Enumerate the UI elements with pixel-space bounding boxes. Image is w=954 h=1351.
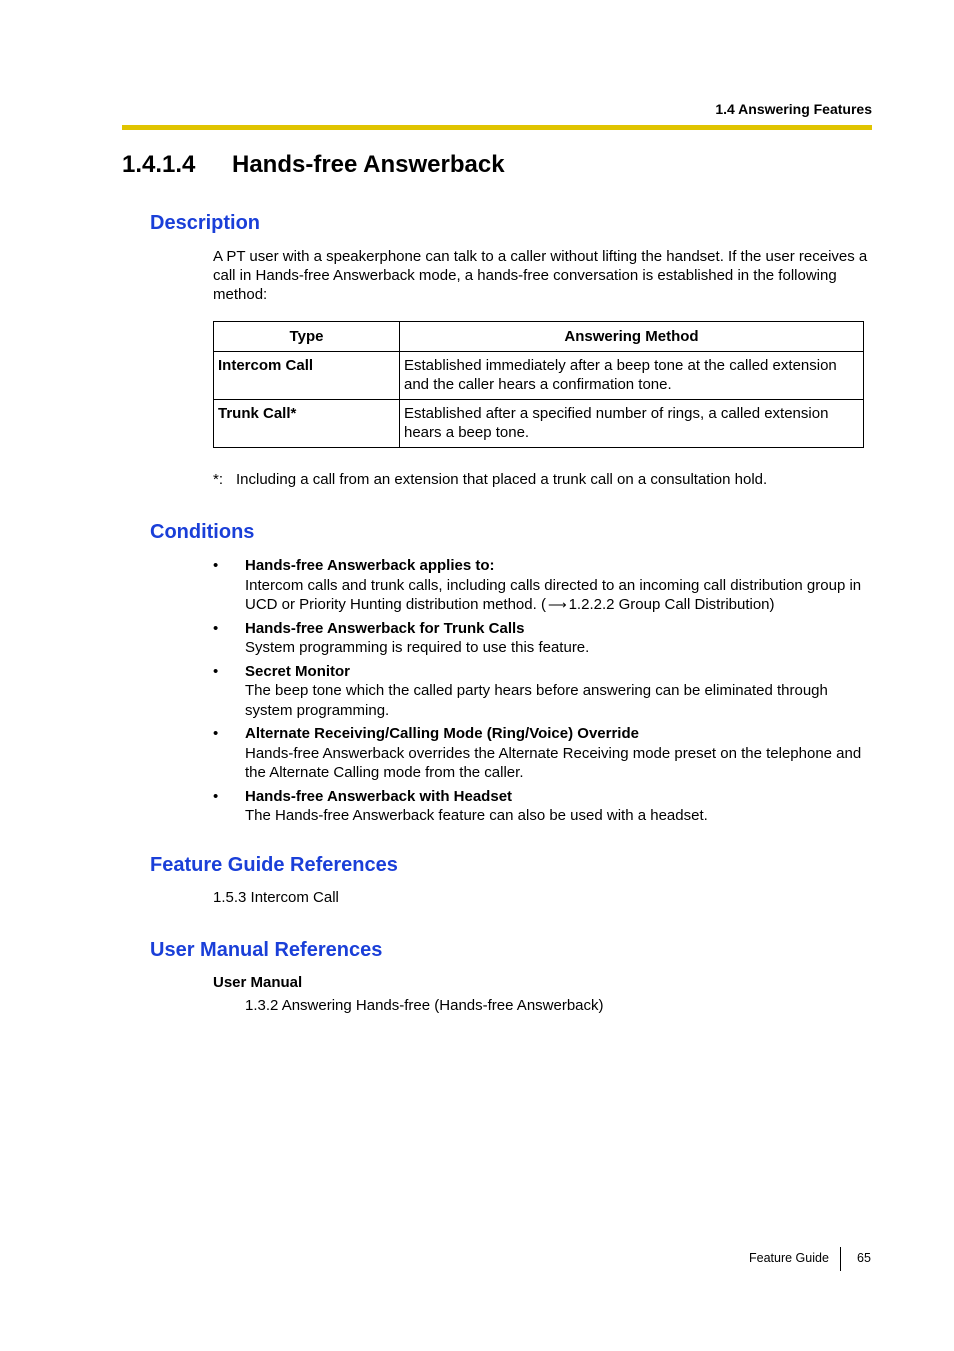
- table-cell-method: Established after a specified number of rings, a called extension hears a beep tone.: [400, 400, 864, 448]
- cross-reference-link[interactable]: 1.2.2.2 Group Call Distribution): [568, 596, 775, 613]
- user-manual-references-heading: User Manual References: [150, 939, 383, 961]
- footer-label: Feature Guide: [749, 1251, 829, 1265]
- user-manual-subheading: User Manual: [213, 974, 303, 991]
- conditions-list: [213, 556, 873, 830]
- table-header-row: [214, 322, 864, 352]
- description-heading: Description: [150, 212, 261, 234]
- bullet: •: [213, 725, 219, 742]
- section-title: [122, 151, 505, 179]
- footnote-text: Including a call from an extension that placed a trunk call on a consultation hold.: [236, 471, 768, 488]
- page-number: 65: [857, 1251, 871, 1265]
- bullet: •: [213, 557, 219, 574]
- table-cell-type: Trunk Call*: [214, 400, 400, 448]
- footer-divider: [840, 1247, 841, 1271]
- condition-title: Hands-free Answerback for Trunk Calls: [245, 619, 525, 637]
- table-header-type: Type: [214, 322, 400, 352]
- user-manual-reference-link[interactable]: 1.3.2 Answering Hands-free (Hands-free Answerback): [245, 997, 604, 1014]
- feature-guide-references-heading: Feature Guide References: [150, 854, 398, 876]
- bullet: •: [213, 619, 219, 637]
- condition-body: System programming is required to use this feature.: [245, 639, 590, 656]
- condition-title: Hands-free Answerback applies to:: [245, 557, 495, 574]
- list-item: [213, 556, 873, 615]
- condition-body: The Hands-free Answerback feature can also be used with a headset.: [245, 807, 708, 824]
- condition-title: Secret Monitor: [245, 662, 351, 680]
- condition-body: Hands-free Answerback overrides the Alternate Receiving mode preset on the telephone and the Alternate Calling mode from the caller.: [245, 744, 862, 781]
- section-number: 1.4.1.4: [122, 151, 196, 178]
- list-item: [213, 619, 873, 658]
- arrow-right-icon: ⟶: [547, 597, 567, 612]
- section-title-text: Hands-free Answerback: [232, 151, 505, 178]
- list-item: [213, 724, 873, 783]
- condition-body: The beep tone which the called party hears before answering can be eliminated through system programming.: [245, 682, 828, 719]
- condition-body-text: Intercom calls and trunk calls, including calls directed to an incoming call distribution group in UCD or Priority Hunting distribution method. (: [245, 576, 862, 613]
- conditions-heading: Conditions: [150, 521, 255, 543]
- list-item: [213, 662, 873, 721]
- condition-body: [245, 576, 873, 615]
- bullet: •: [213, 662, 219, 680]
- bullet: •: [213, 787, 219, 805]
- answering-method-table: [213, 321, 864, 448]
- table-cell-method: Established immediately after a beep tone at the called extension and the caller hears a confirmation tone.: [400, 352, 864, 400]
- header-rule: [122, 125, 872, 130]
- table-footnote: [213, 471, 767, 488]
- table-row: [214, 352, 864, 400]
- table-cell-type: Intercom Call: [214, 352, 400, 400]
- condition-title: Alternate Receiving/Calling Mode (Ring/Voice) Override: [245, 725, 639, 742]
- description-text: A PT user with a speakerphone can talk to a caller without lifting the handset. If the user receives a call in Hands-free Answerback mode, a hands-free conversation is established in the following method:: [213, 248, 868, 303]
- list-item: [213, 787, 873, 826]
- table-header-method: Answering Method: [400, 322, 864, 352]
- condition-title: Hands-free Answerback with Headset: [245, 787, 513, 805]
- feature-guide-reference-link[interactable]: 1.5.3 Intercom Call: [213, 889, 339, 906]
- table-row: [214, 400, 864, 448]
- running-head: 1.4 Answering Features: [715, 101, 872, 117]
- footnote-mark: *:: [213, 471, 224, 488]
